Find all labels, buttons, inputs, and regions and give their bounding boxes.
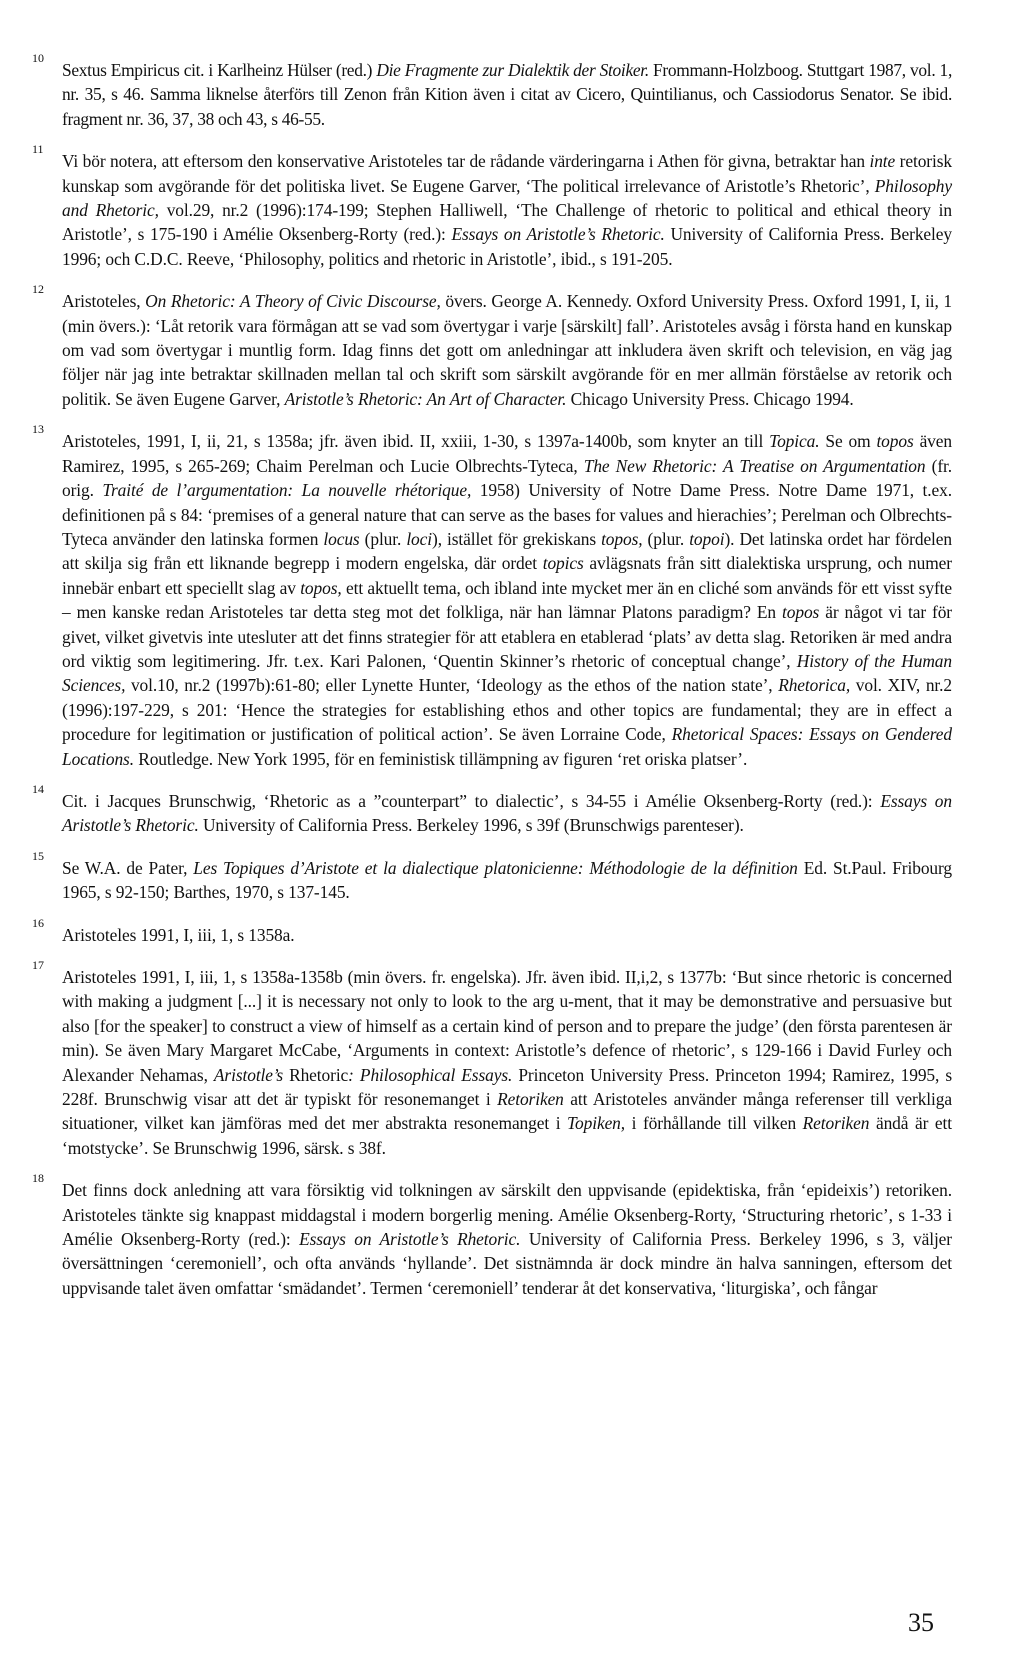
footnote-italic-segment: Topica. [769,431,820,452]
footnote-text-segment: Cit. i Jacques Brunschwig, ‘Rhetoric as a ”counterpart” to dialectic’, s 34-55 i Amélie Oksenberg-Rorty (red.): [62,790,881,811]
footnote-text [62,149,952,271]
footnote-text-segment: ändå är ett ‘motstycke’. Se Brunschwig 1996, särsk. s 38f. [62,1113,952,1158]
footnote-italic-segment: : Philosophical Essays. [348,1064,513,1085]
footnote-text-segment: Chicago University Press. Chicago 1994. [566,388,854,409]
footnote-text-segment: ett aktuellt tema, och ibland inte mycket mer än en cliché som används för ett visst syfte – men kanske redan Aristoteles tar detta steg mot det folkliga, när han lämnar Platons paradigm? En [62,577,952,623]
footnote-number: 10 [32,51,44,65]
footnote-text-segment: vol. XIV, nr.2 (1996):197-229, s 201: ‘Hence the strategies for establishing ethos and other topics are fundamental; they are in effect a procedure for legitimation or justification of political action’. Se även Lorraine Code, [62,675,952,745]
footnote-italic-segment: topos [876,431,914,452]
footnote-text [62,429,952,771]
footnote-text [62,289,952,411]
footnote-text-segment: Aristoteles, [62,291,146,312]
footnote-number: 16 [32,915,44,930]
footnote-text-segment: Frommann-Holzboog. Stuttgart 1987, vol. 1, nr. 35, s 46. Samma liknelse återförs till Zenon från Kition även i citat av Cicero, Quintilianus, och Cassiodorus Senator. Se ibid. fragment nr. 36, 37, 38 och 43, s 46-55. [62,60,952,129]
footnote-italic-segment: loci [406,528,432,549]
footnote-text [62,856,952,905]
footnote-italic-segment: Die Fragmente zur Dialektik der Stoiker. [376,60,649,80]
footnote-italic-segment: The New Rhetoric: A Treatise on Argumentation [583,455,926,476]
footnote-text-segment: Se W.A. de Pater, [62,857,194,878]
footnote-text-segment: ), istället för grekiskans [432,528,602,549]
footnote-text-segment: vol.10, nr.2 (1997b):61-80; eller Lynette Hunter, ‘Ideology as the ethos of the nation state’, [125,675,779,696]
footnote-italic-segment: inte [869,151,896,172]
footnote-text-segment: 1958) University of Notre Dame Press. Notre Dame 1971, t.ex. definitionen på s 84: ‘premises of a general nature that can serve as the bases for values and hierachies’; Perelman och Olbrechts-Tyteca använder den latinska formen [62,480,952,549]
footnote-text-segment: retorisk kunskap som avgörande för det politiska livet. Se Eugene Garver, ‘The political irrelevance of Aristotle’s Rhetoric’, [62,151,952,196]
footnote-text-segment: Rhetoric [283,1064,349,1085]
footnote-text-segment: Ed. St.Paul. Fribourg 1965, s 92-150; Barthes, 1970, s 137-145. [62,857,952,903]
footnote-italic-segment: topics [542,553,584,574]
footnote [0,422,953,771]
footnote-number: 18 [32,1171,44,1186]
footnote [0,282,953,411]
footnote-text-segment: att Aristoteles använder många referenser till verkliga situationer, vilket kan jämföras med det mer abstrakta resonemanget i [62,1089,952,1134]
footnote-text-segment: Aristoteles 1991, I, iii, 1, s 1358a-1358b (min övers. fr. engelska). Jfr. även ibid. II,i,2, s 1377b: ‘But since rhetoric is concerned with making a judgment [...] it is necessary not only to look to the arg u-ment, that it may be demonstrative and persuasive but also [for the speaker] to construct a view of himself as a certain kind of person and to prepare the judge’ (den första parentesen är min). Se även Mary Margaret McCabe, ‘Arguments in context: Aristotle’s defence of rhetoric’, s 129-166 i David Furley och Alexander Nehamas, [62,967,952,1085]
footnote-italic-segment: Essays on Aristotle’s Rhetoric. [62,790,953,836]
footnote-number: 17 [32,958,44,972]
footnote-italic-segment: Topiken, [567,1113,626,1134]
footnote-text-segment: Aristoteles, 1991, I, ii, 21, s 1358a; jfr. även ibid. II, xxiii, 1-30, s 1397a-1400b, som knyter an till [62,431,770,452]
footnote [0,1171,952,1300]
footnote-text-segment: Vi bör notera, att eftersom den konservative Aristoteles tar de rådande värderingarna i Athen för givna, betraktar han [62,151,870,172]
footnote-italic-segment: Aristotle’s [213,1064,284,1085]
footnote-number: 13 [32,422,44,437]
footnote-text-segment: i förhållande till vilken [625,1113,803,1134]
footnote-text-segment: University of California Press. Berkeley 1996, s 3, väljer översättningen ‘ceremoniell’, och ofta används ‘hyllande’. Det sistnämnda är dock mindre än halva sanningen, eftersom det uppvisande talet även omfattar ‘smädandet’. Termen ‘ceremoniell’ tenderar åt det konservativa, ‘liturgiska’, och fångar [62,1229,952,1298]
footnote-text-segment: (fr. orig. [62,455,952,501]
footnote-number: 12 [32,282,44,297]
footnote-text [62,58,952,131]
footnote-text-segment: Aristoteles 1991, I, iii, 1, s 1358a. [62,924,295,945]
footnote-italic-segment: Retoriken [497,1089,564,1110]
footnote-italic-segment: locus [323,528,360,549]
footnote [0,781,953,838]
footnote-text-segment: University of California Press. Berkeley 1996; och C.D.C. Reeve, ‘Philosophy, politics and rhetoric in Aristotle’, ibid., s 191-205. [62,224,952,269]
footnote-text [62,789,952,838]
footnote-text [62,1178,952,1300]
footnote [0,848,952,905]
footnote-italic-segment: Traité de l’argumentation: La nouvelle rhétorique, [102,480,472,501]
footnote-text-segment: University of California Press. Berkeley 1996, s 39f (Brunschwigs parenteser). [198,815,744,836]
footnote-italic-segment: topos, [601,528,643,549]
footnote [0,51,952,131]
footnote [0,958,952,1160]
footnote-italic-segment: History of the Human Sciences, [62,650,952,696]
footnote-text-segment: (plur. [642,528,690,549]
footnote-text-segment: är något vi tar för givet, vilket givetvis inte utesluter att det finns strategier för att etablera en etablerad ‘plats’ av detta slag. Retoriken är med andra ord viktig som legitimering. Jfr. t.ex. Kari Palonen, ‘Quentin Skinner’s rhetoric of conceptual change’, [62,602,952,671]
footnote-text-segment: Se om [819,431,877,452]
footnote-italic-segment: Les Topiques d’Aristote et la dialectique platonicienne: Méthodologie de la définition [193,857,798,878]
footnote-italic-segment: On Rhetoric: A Theory of Civic Discourse, [145,291,441,312]
footnote-text [62,965,952,1160]
footnote-text-segment: Routledge. New York 1995, för en feministisk tillämpning av figuren ‘ret oriska platser’. [133,748,748,769]
footnote-text-segment: ). Det latinska ordet har fördelen att skilja sig från ett liknande begrepp i modern engelska, där ordet [62,528,953,574]
footnote-text-segment: övers. George A. Kennedy. Oxford University Press. Oxford 1991, I, ii, 1 (min övers.): ‘Låt retorik vara förmågan att se vad som övertygar i varje [särskilt] fall’. Aristoteles avsåg i första hand en kunskap om vad som övertygar i muntlig form. Idag finns det gott om anledningar att inkludera även skrift och television, en väg jag följer när jag inte betraktar skillnaden mellan tal och skrift som särskilt avgörande för en mer allmän förståelse av retorik och politik. Se även Eugene Garver, [62,291,953,409]
footnote-number: 15 [32,848,44,863]
footnote-italic-segment: Essays on Aristotle’s Rhetoric. [451,224,665,245]
footnote-number: 11 [32,142,44,157]
footnote [0,915,952,947]
footnote-text-segment: Det finns dock anledning att vara försiktig vid tolkningen av särskilt den uppvisande (epidektiska, från ‘epideixis’) retoriken. Aristoteles tänkte sig knappast middagstal i modern borgerlig mening. Amélie Oksenberg-Rorty, ‘Structuring rhetoric’, s 1-33 i Amélie Oksenberg-Rorty (red.): [62,1180,952,1250]
footnote-number: 14 [32,781,44,796]
footnote-italic-segment: Retoriken [802,1113,870,1134]
footnote-text [62,923,952,947]
footnote-italic-segment: Rhetorical Spaces: Essays on Gendered Locations. [62,724,952,769]
footnote-text-segment: vol.29, nr.2 (1996):174-199; Stephen Halliwell, ‘The Challenge of rhetoric to political and ethical theory in Aristotle’, s 175-190 i Amélie Oksenberg-Rorty (red.): [62,200,952,245]
footnote [0,142,952,271]
footnote-text-segment: Princeton University Press. Princeton 1994; Ramirez, 1995, s 228f. Brunschwig visar att det är typiskt för resonemanget i [62,1064,952,1110]
footnote-text-segment: (plur. [359,528,407,549]
footnote-italic-segment: topos [782,602,820,623]
footnotes-list [0,51,953,1300]
page-number: 35 [908,1608,934,1637]
footnote-italic-segment: Aristotle’s Rhetoric: An Art of Character. [284,388,567,409]
footnote-italic-segment: topoi [689,528,725,549]
footnote-italic-segment: Essays on Aristotle’s Rhetoric. [299,1229,521,1250]
footnote-italic-segment: Rhetorica, [778,675,851,696]
footnote-text-segment: avlägsnats från sitt dialektiska ursprung, och numer innebär enbart ett speciellt slag av [62,553,952,598]
footnote-italic-segment: Philosophy and Rhetoric, [62,175,952,221]
footnote-text-segment: även Ramirez, 1995, s 265-269; Chaim Perelman och Lucie Olbrechts-Tyteca, [62,431,952,476]
footnote-italic-segment: topos, [300,577,342,598]
footnote-text-segment: Sextus Empiricus cit. i Karlheinz Hülser (red.) [62,60,377,80]
